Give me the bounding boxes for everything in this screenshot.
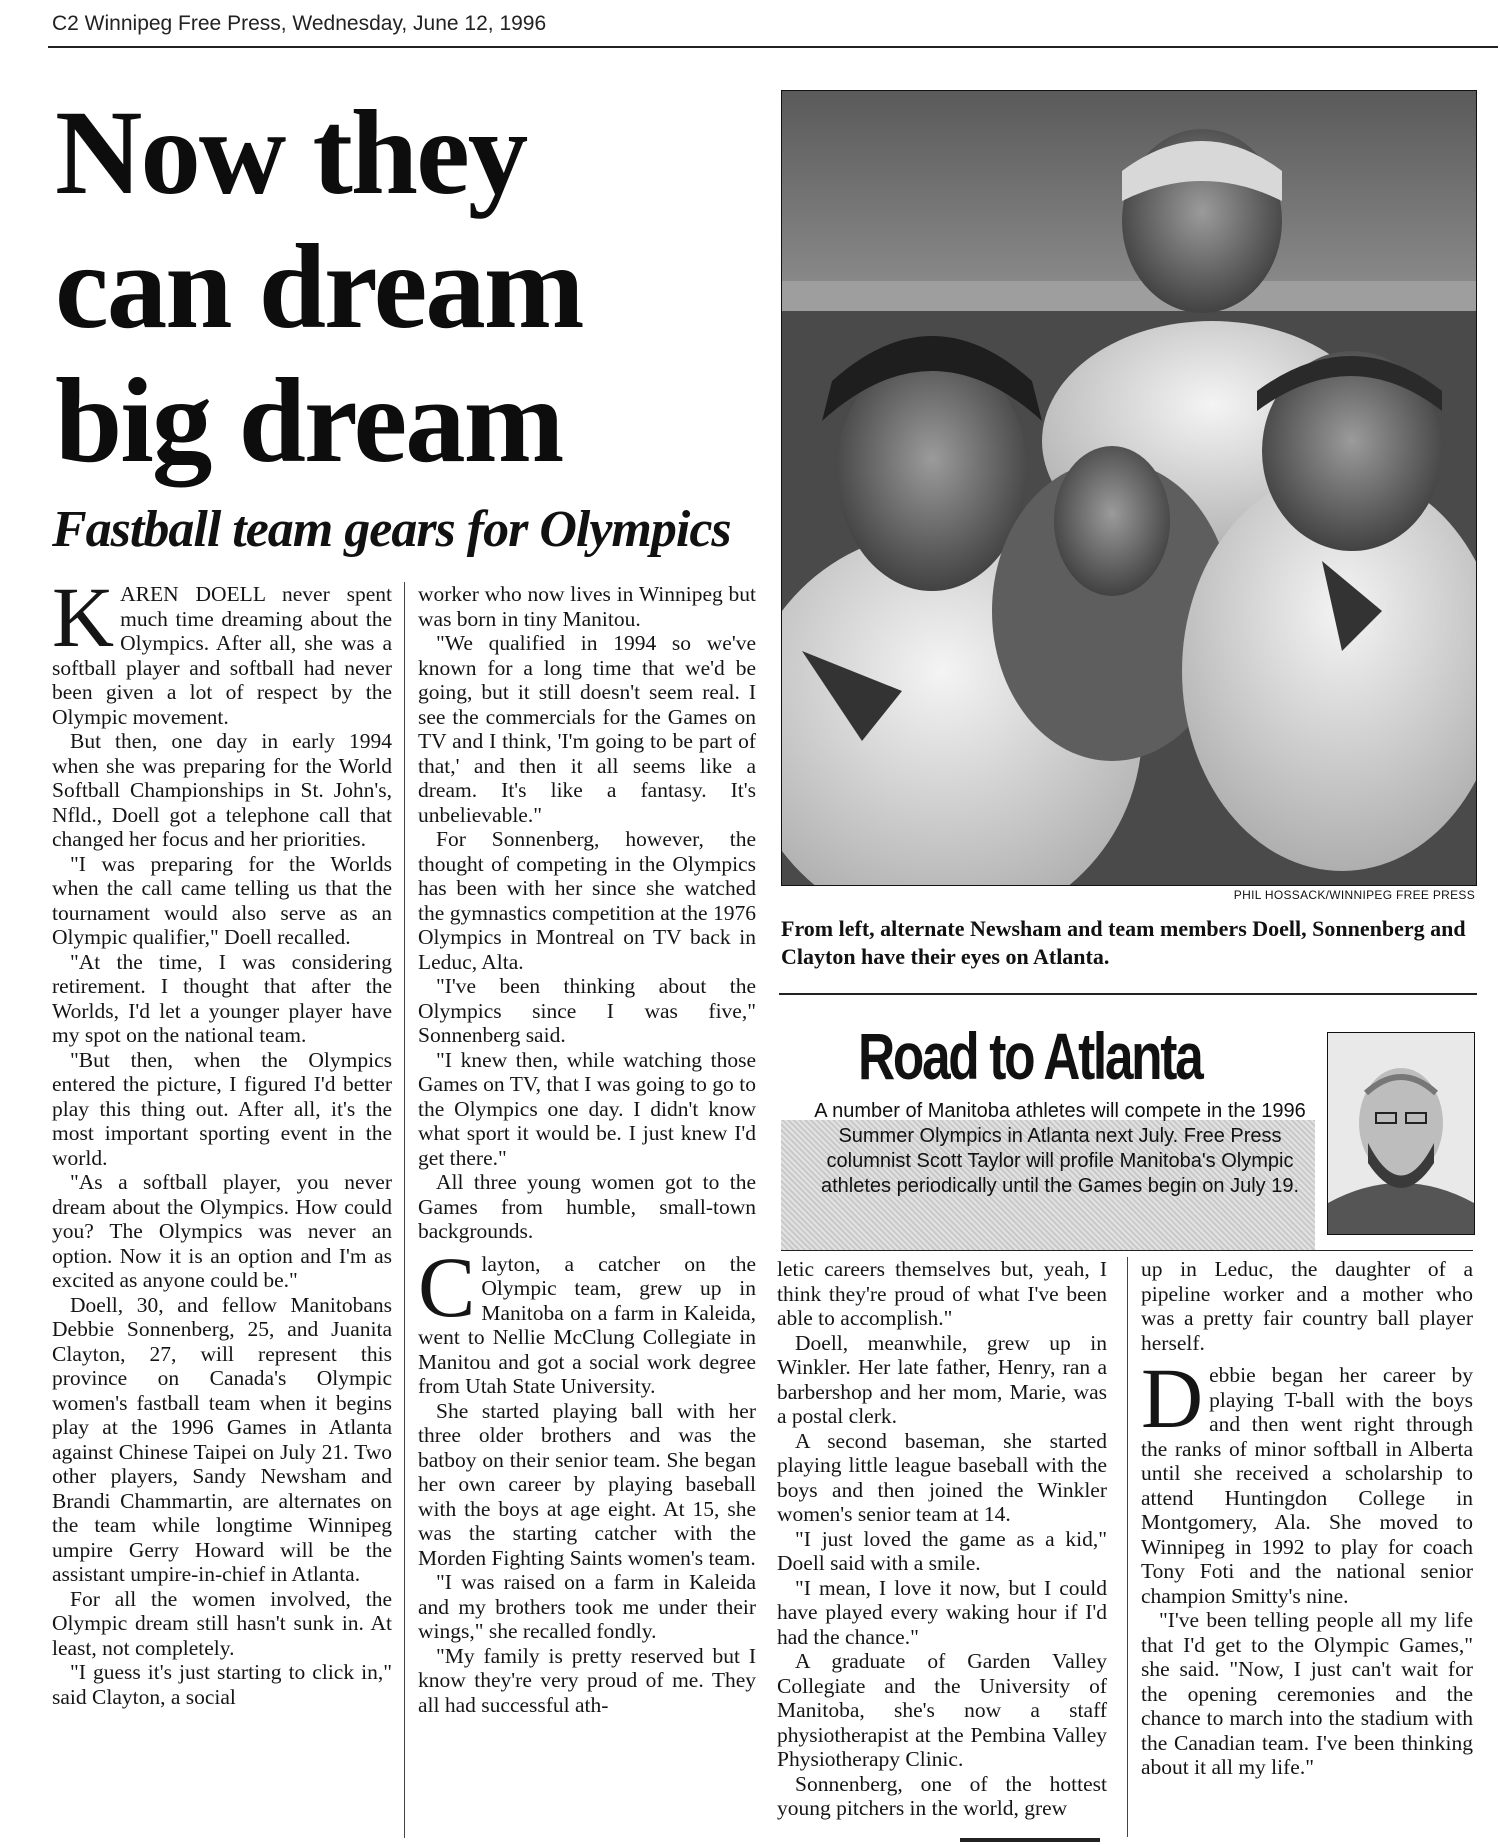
paragraph: "I guess it's just starting to click in," said Clayton, a social xyxy=(52,1660,392,1709)
paragraph: "I just loved the game as a kid," Doell said with a smile. xyxy=(777,1526,1107,1575)
paragraph: Doell, meanwhile, grew up in Winkler. Her late father, Henry, ran a barbershop and her mom, Marie, was a postal clerk. xyxy=(777,1330,1107,1428)
paragraph: "We qualified in 1994 so we've known for a long time that we'd be going, but it still doesn't seem real. I see the commercials for the Games on TV and I think, 'I'm going to be part of that,' and then it all seems like a dream. It's like a fantasy. It's unbelievable." xyxy=(418,631,756,827)
drop-cap: C xyxy=(418,1238,476,1335)
photo-caption: From left, alternate Newsham and team members Doell, Sonnenberg and Clayton have their eyes on Atlanta. xyxy=(781,916,1466,969)
paragraph: Doell, 30, and fellow Manitobans Debbie Sonnenberg, 25, and Juanita Clayton, 27, will represent this province on Canada's Olympic women's fastball team when it begins play at the 1996 Games in Atlanta against Chinese Taipei on July 21. Two other players, Sandy Newsham and Brandi Chammartin, are alternates on the team while longtime Winnipeg umpire Gerry Howard will be the assistant umpire-in-chief in Atlanta. xyxy=(52,1292,392,1586)
paragraph: For Sonnenberg, however, the thought of competing in the Olympics has been with her since she watched the gymnastics competition at the 1976 Olympics in Montreal on TV back in Leduc, Alta. xyxy=(418,827,756,974)
team-photo xyxy=(781,90,1477,886)
story-column-1 xyxy=(52,569,392,1709)
drop-cap-paragraph xyxy=(418,1238,756,1399)
paragraph: But then, one day in early 1994 when she was preparing for the World Softball Championships in St. John's, Nfld., Doell got a telephone call that changed her focus and her priorities. xyxy=(52,729,392,851)
series-title: Road to Atlanta xyxy=(858,1019,1202,1093)
continued-paragraph: up in Leduc, the daughter of a pipeline worker and a mother who was a pretty fair country ball player herself. xyxy=(1141,1257,1473,1355)
section-rule xyxy=(781,1250,1473,1251)
paragraph: "At the time, I was considering retirement. I thought that after the Worlds, I'd let a younger player have my spot on the national team. xyxy=(52,949,392,1047)
column-rule xyxy=(1127,1257,1128,1837)
lead-paragraph-text: AREN DOELL never spent much time dreaming about the Olympics. After all, she was a softball player and softball had never been given a lot of respect by the Olympic movement. xyxy=(52,582,392,729)
paragraph: "I was raised on a farm in Kaleida and my brothers took me under their wings," she recalled fondly. xyxy=(418,1570,756,1643)
drop-cap-paragraph-text: ebbie began her career by playing T-ball with the boys and then went right through the ranks of minor softball in Alberta until she received a scholarship to attend Huntingdon College in Montgomery, Ala. She moved to Winnipeg in 1992 to play for coach Tony Foti and the national senior champion Smitty's nine. xyxy=(1141,1363,1473,1608)
headline-line-2: can dream xyxy=(55,220,583,354)
section-rule xyxy=(779,993,1477,995)
paragraph: "I've been thinking about the Olympics since I was five," Sonnenberg said. xyxy=(418,974,756,1047)
photo-credit: PHIL HOSSACK/WINNIPEG FREE PRESS xyxy=(1233,888,1475,902)
paragraph: Sonnenberg, one of the hottest young pitchers in the world, grew xyxy=(777,1771,1107,1820)
paragraph: "But then, when the Olympics entered the picture, I figured I'd better play this thing out. After all, it's the most important sporting event in the world. xyxy=(52,1047,392,1170)
lead-paragraph xyxy=(52,569,392,729)
continued-paragraph: letic careers themselves but, yeah, I think they're proud of what I've been able to accomplish." xyxy=(777,1257,1107,1330)
paragraph: For all the women involved, the Olympic dream still hasn't sunk in. At least, not completely. xyxy=(52,1586,392,1660)
footer-rule xyxy=(960,1838,1100,1842)
headline-line-3: big dream xyxy=(55,354,563,488)
paragraph: A second baseman, she started playing little league baseball with the boys and then joined the Winkler women's senior team at 14. xyxy=(777,1428,1107,1526)
columnist-photo xyxy=(1327,1032,1475,1235)
drop-cap-paragraph xyxy=(1141,1350,1473,1608)
paragraph: "My family is pretty reserved but I know they're very proud of me. They all had successful ath- xyxy=(418,1643,756,1717)
continued-paragraph: worker who now lives in Winnipeg but was born in tiny Manitou. xyxy=(418,582,756,631)
column-rule xyxy=(404,582,405,1838)
drop-cap: D xyxy=(1141,1350,1204,1446)
paragraph: "As a softball player, you never dream about the Olympics. How could you? The Olympics was never an option. Now it is an option and I'm as excited as anyone could be." xyxy=(52,1170,392,1292)
page-folio: C2 Winnipeg Free Press, Wednesday, June 12, 1996 xyxy=(52,12,547,35)
paragraph: She started playing ball with her three older brothers and was the batboy on their senior team. She began her own career by playing baseball with the boys at age eight. At 15, she was the starting catcher with the Morden Fighting Saints women's team. xyxy=(418,1398,756,1570)
paragraph: "I mean, I love it now, but I could have played every waking hour if I'd had the chance." xyxy=(777,1575,1107,1649)
story-column-4 xyxy=(1141,1257,1473,1780)
paragraph: "I knew then, while watching those Games on TV, that I was going to go to the Olympics one day. I didn't know what sport it would be. I just knew I'd get there." xyxy=(418,1047,756,1170)
paragraph: "I was preparing for the Worlds when the call came telling us that the tournament would also serve as an Olympic qualifier," Doell recalled. xyxy=(52,851,392,949)
drop-cap-paragraph-text: layton, a catcher on the Olympic team, grew up in Manitoba on a farm in Kaleida, went to Nellie McClung Collegiate in Manitou and got a social work degree from Utah State University. xyxy=(418,1251,756,1398)
subheadline: Fastball team gears for Olympics xyxy=(52,501,731,558)
drop-cap: K xyxy=(52,569,115,665)
header-rule xyxy=(48,46,1498,48)
paragraph: A graduate of Garden Valley Collegiate and the University of Manitoba, she's now a staff physiotherapist at the Pembina Valley Physiotherapy Clinic. xyxy=(777,1649,1107,1771)
headline xyxy=(55,86,775,488)
paragraph: All three young women got to the Games from humble, small-town backgrounds. xyxy=(418,1170,756,1243)
paragraph: "I've been telling people all my life that I'd get to the Olympic Games," she said. "Now, I just can't wait for the opening ceremonies and the chance to march into the stadium with the Canadian team. I've been thinking about it all my life." xyxy=(1141,1608,1473,1779)
story-column-3 xyxy=(777,1257,1107,1821)
story-column-2 xyxy=(418,582,756,1717)
headline-line-1: Now they xyxy=(55,86,527,220)
series-blurb: A number of Manitoba athletes will compete in the 1996 Summer Olympics in Atlanta next July. Free Press columnist Scott Taylor will profile Manitoba's Olympic athletes periodically until the Games begin on July 19. xyxy=(814,1100,1306,1197)
